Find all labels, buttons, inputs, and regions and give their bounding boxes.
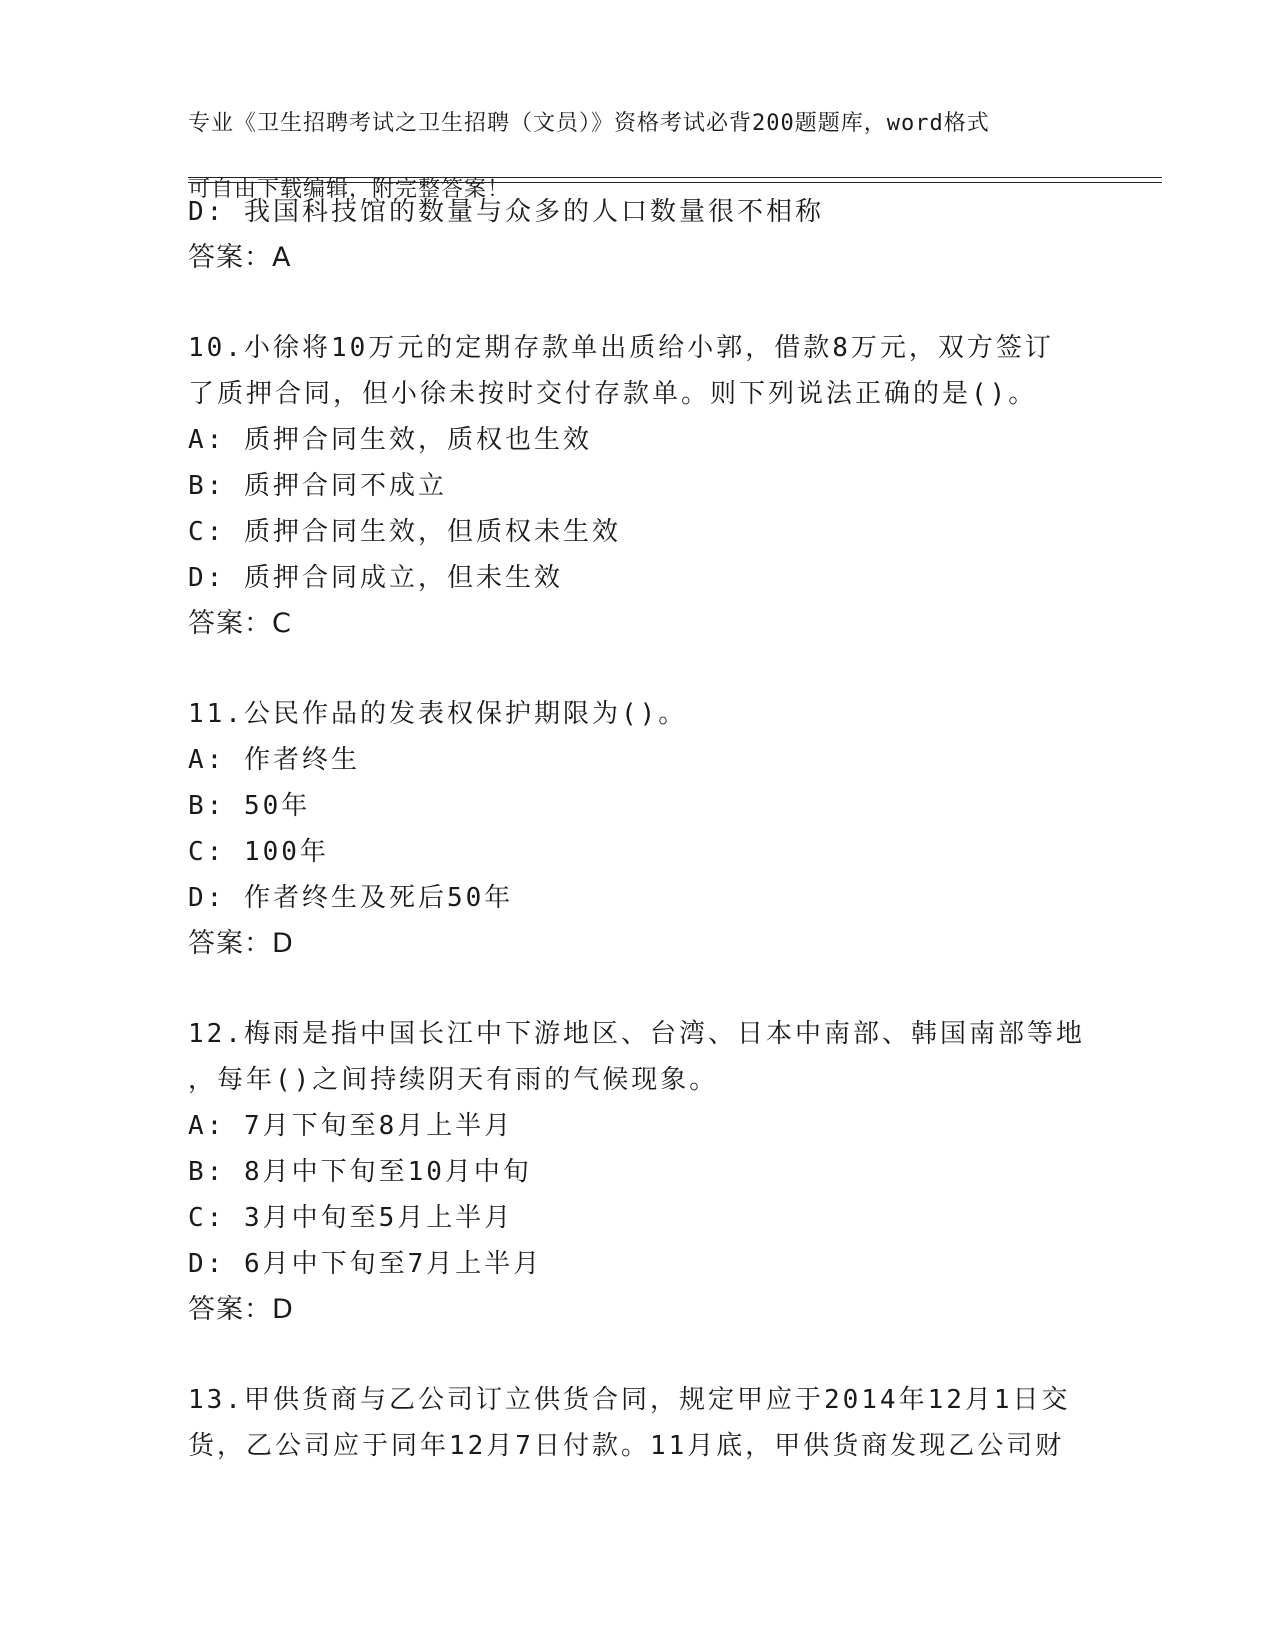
answer-label: 答案：D [188, 928, 294, 959]
header-divider-bottom [188, 182, 1162, 183]
header-line-1: 专业《卫生招聘考试之卫生招聘（文员）》资格考试必背200题题库，word格式 [188, 111, 990, 136]
option-a: A: 作者终生 [188, 745, 360, 775]
option-b: B: 8月中下旬至10月中旬 [188, 1157, 532, 1187]
option-c: C: 质押合同生效，但质权未生效 [188, 517, 621, 547]
spacer [188, 281, 1088, 325]
answer-label: 答案：A [188, 242, 292, 273]
spacer [188, 647, 1088, 691]
option-d: D: 作者终生及死后50年 [188, 883, 514, 913]
question-stem: 12.梅雨是指中国长江中下游地区、台湾、日本中南部、韩国南部等地 [188, 1019, 1085, 1049]
option-d: D: 质押合同成立，但未生效 [188, 563, 563, 593]
question-stem: ，每年()之间持续阴天有雨的气候现象。 [188, 1065, 719, 1095]
option-a: A: 7月下旬至8月上半月 [188, 1111, 514, 1141]
option-b: B: 质押合同不成立 [188, 471, 447, 501]
option-c: C: 100年 [188, 837, 329, 867]
question-12 [188, 1011, 1088, 1333]
answer-label: 答案：D [188, 1294, 294, 1325]
option-d: D: 我国科技馆的数量与众多的人口数量很不相称 [188, 197, 824, 227]
question-10 [188, 325, 1088, 647]
question-stem: 货，乙公司应于同年12月7日付款。11月底，甲供货商发现乙公司财 [188, 1431, 1065, 1461]
option-b: B: 50年 [188, 791, 311, 821]
question-9-tail [188, 189, 1088, 281]
question-list [188, 189, 1088, 1469]
spacer [188, 967, 1088, 1011]
option-a: A: 质押合同生效，质权也生效 [188, 425, 592, 455]
option-d: D: 6月中下旬至7月上半月 [188, 1249, 543, 1279]
question-11 [188, 691, 1088, 967]
question-stem: 了质押合同，但小徐未按时交付存款单。则下列说法正确的是()。 [188, 379, 1038, 409]
question-stem: 10.小徐将10万元的定期存款单出质给小郭，借款8万元，双方签订 [188, 333, 1054, 363]
header-line-2: 可自由下载编辑，附完整答案！ [188, 177, 511, 202]
question-stem: 13.甲供货商与乙公司订立供货合同，规定甲应于2014年12月1日交 [188, 1385, 1071, 1415]
option-c: C: 3月中旬至5月上半月 [188, 1203, 514, 1233]
question-13 [188, 1377, 1088, 1469]
header-divider-top [188, 177, 1162, 178]
spacer [188, 1333, 1088, 1377]
answer-label: 答案：C [188, 608, 292, 639]
question-stem: 11.公民作品的发表权保护期限为()。 [188, 699, 688, 729]
